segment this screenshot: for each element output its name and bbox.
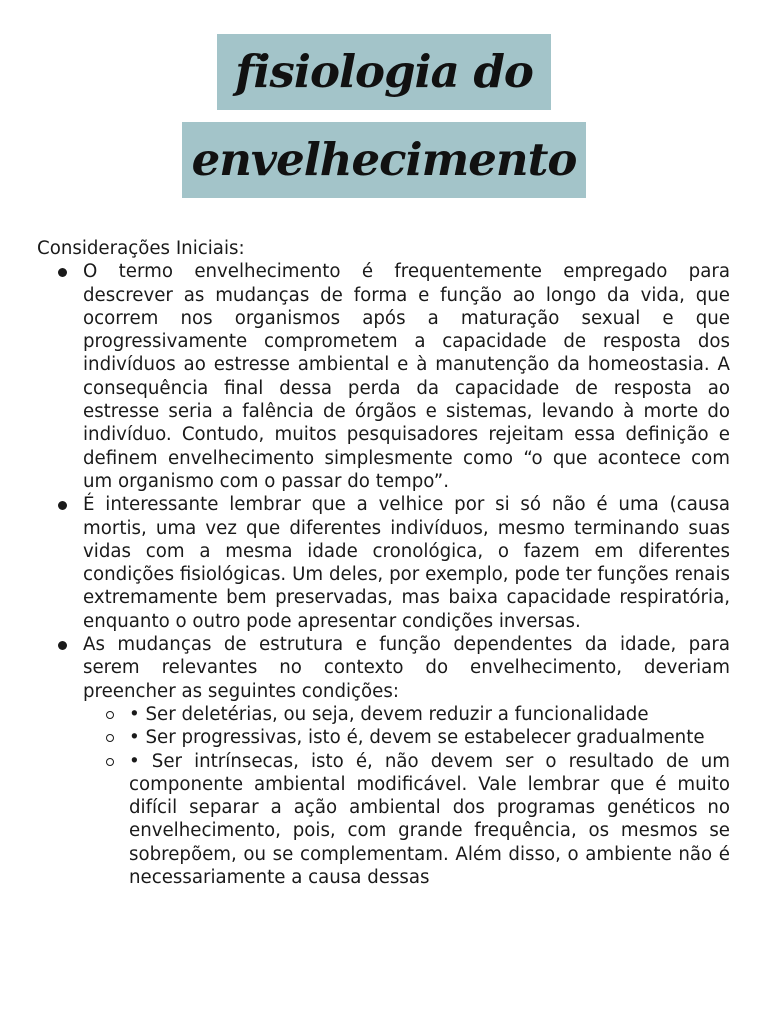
hollow-bullet-icon <box>106 734 114 742</box>
title-line-1: fisiologia do <box>217 34 551 110</box>
sub-list-item <box>83 703 730 726</box>
sub-list-item-text: • Ser intrínsecas, isto é, não devem ser o resultado de um componente ambiental modificável. Vale lembrar que é muito difícil separar a ação ambiental dos programas genéticos no envelhecimento, pois, com grande frequência, os mesmos se sobrepõem, ou se complementam. Além disso, o ambiente não é necessariamente a causa dessas <box>129 750 730 889</box>
list-item <box>37 633 730 889</box>
list-item <box>37 493 730 633</box>
title-line-2: envelhecimento <box>182 122 587 198</box>
sub-list-item-text: • Ser deletérias, ou seja, devem reduzir a funcionalidade <box>129 703 649 725</box>
hollow-bullet-icon <box>106 711 114 719</box>
document-title <box>0 34 768 198</box>
bullet-icon <box>58 501 67 510</box>
bullet-icon <box>58 641 67 650</box>
sub-list-item <box>83 726 730 749</box>
list-item-text: As mudanças de estrutura e função dependentes da idade, para serem relevantes no contexto do envelhecimento, deveriam preencher as seguintes condições: <box>83 634 730 702</box>
list-item-text: É interessante lembrar que a velhice por si só não é uma (causa mortis, uma vez que diferentes indivíduos, mesmo terminando suas vidas com a mesma idade cronológica, o fazem em diferentes condições fisiológicas. Um deles, por exemplo, pode ter funções renais extremamente bem preservadas, mas baixa capacidade respiratória, enquanto o outro pode apresentar condições inversas. <box>83 494 730 632</box>
list-item-text: O termo envelhecimento é frequentemente empregado para descrever as mudanças de forma e função ao longo da vida, que ocorrem nos organismos após a maturação sexual e que progressivamente comprometem a capacidade de resposta dos indivíduos ao estresse ambiental e à manutenção da homeostasia. A consequência final dessa perda da capacidade de resposta ao estresse seria a falência de órgãos e sistemas, levando à morte do indivíduo. Contudo, muitos pesquisadores rejeitam essa definição e definem envelhecimento simplesmente como “o que acontece com um organismo com o passar do tempo”. <box>83 261 730 492</box>
list-item <box>37 260 730 493</box>
document-body <box>37 237 730 889</box>
bullet-list <box>37 260 730 889</box>
section-heading: Considerações Iniciais: <box>37 238 245 259</box>
sub-list-item <box>83 750 730 890</box>
hollow-bullet-icon <box>106 758 114 766</box>
sub-list <box>83 703 730 889</box>
bullet-icon <box>58 268 67 277</box>
sub-list-item-text: • Ser progressivas, isto é, devem se estabelecer gradualmente <box>129 727 705 749</box>
